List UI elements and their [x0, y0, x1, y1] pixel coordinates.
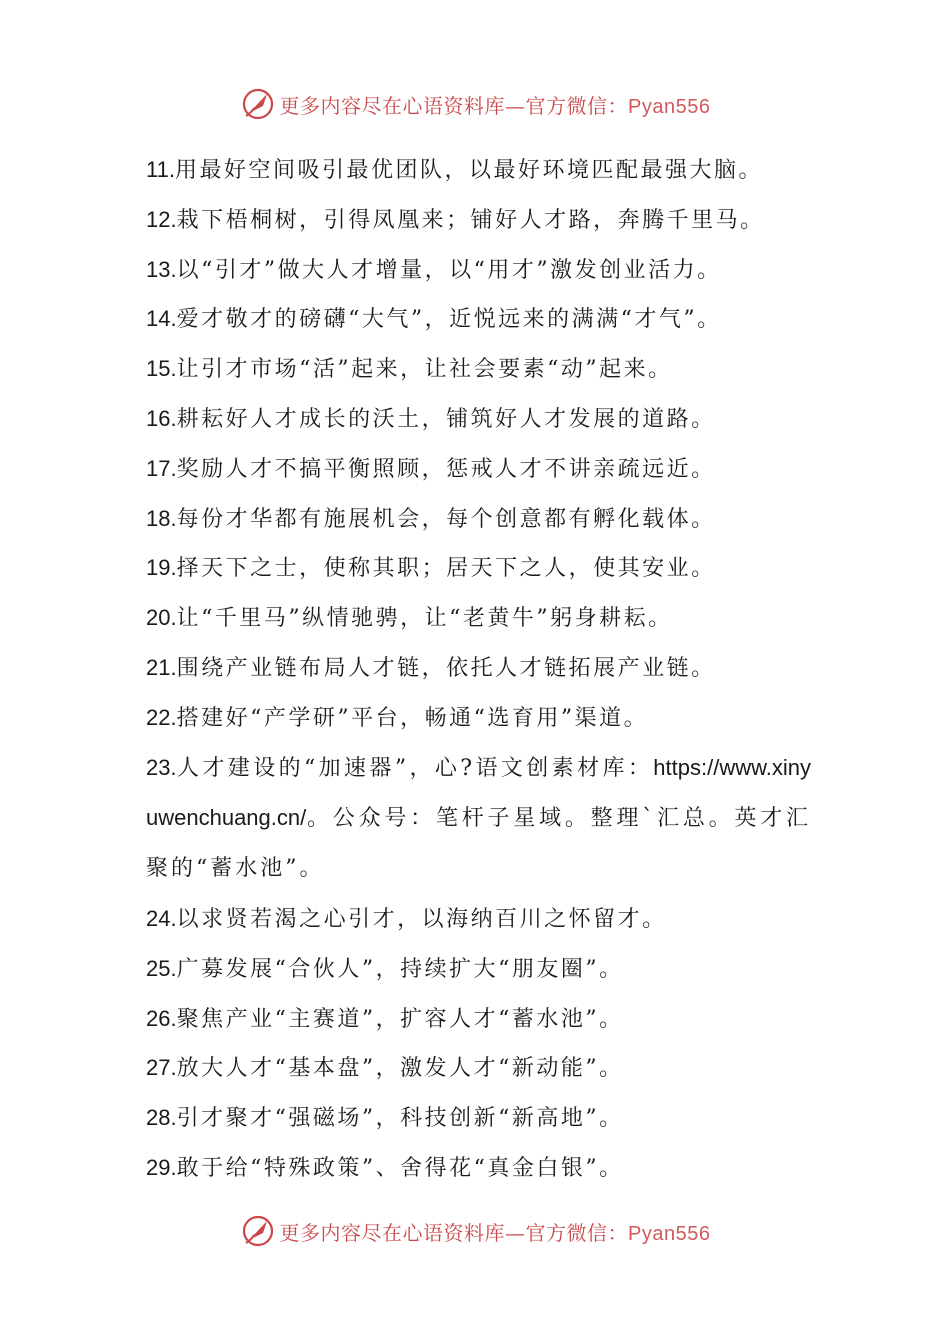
list-item: 21.围绕产业链布局人才链，依托人才链拓展产业链。	[146, 654, 716, 681]
document-body	[146, 145, 811, 1193]
list-item: 12.栽下梧桐树，引得凤凰来；铺好人才路，奔腾千里马。	[146, 206, 765, 233]
list-item: 20.让“千里马”纵情驰骋，让“老黄牛”躬身耕耘。	[146, 605, 673, 632]
list-item: 13.以“引才”做大人才增量，以“用才”激发创业活力。	[146, 256, 722, 283]
list-item: 24.以求贤若渴之心引才，以海纳百川之怀留才。	[146, 905, 667, 932]
list-item: 16.耕耘好人才成长的沃土，铺筑好人才发展的道路。	[146, 405, 716, 432]
list-item-with-link: 23.人才建设的“加速器”，心?语文创素材库：https://www.xinyuwenchuang.cn/。公众号：笔杆子星域。整理`汇总。英才汇聚的“蓄水池”。	[146, 754, 811, 882]
list-item: 25.广募发展“合伙人”，持续扩大“朋友圈”。	[146, 955, 624, 982]
list-item: 28.引才聚才“强磁场”，科技创新“新高地”。	[146, 1105, 624, 1132]
list-item: 14.爱才敬才的磅礴“大气”，近悦远来的满满“才气”。	[146, 306, 722, 333]
list-item: 17.奖励人才不搞平衡照顾，惩戒人才不讲亲疏远近。	[146, 455, 716, 482]
banner-label: 更多内容尽在心语资料库—官方微信：	[279, 93, 629, 118]
quill-logo-icon	[240, 1213, 276, 1249]
list-item: 11.用最好空间吸引最优团队，以最好环境匹配最强大脑。	[146, 157, 763, 183]
quill-logo-icon	[240, 86, 276, 122]
list-item: 29.敢于给“特殊政策”、舍得花“真金白银”。	[146, 1154, 624, 1181]
website-url: https://www.xinyuwenchuang.cn/	[146, 754, 811, 831]
header-banner	[0, 84, 950, 124]
banner-label: 更多内容尽在心语资料库—官方微信：	[279, 1220, 629, 1245]
list-item: 22.搭建好“产学研”平台，畅通“选育用”渠道。	[146, 704, 649, 731]
wechat-id: Pyan556	[628, 95, 711, 118]
list-item: 26.聚焦产业“主赛道”，扩容人才“蓄水池”。	[146, 1005, 624, 1032]
list-item: 18.每份才华都有施展机会，每个创意都有孵化载体。	[146, 505, 716, 532]
list-item: 15.让引才市场“活”起来，让社会要素“动”起来。	[146, 356, 673, 383]
footer-banner-text	[280, 1217, 711, 1246]
footer-banner	[0, 1211, 950, 1251]
wechat-id: Pyan556	[628, 1222, 711, 1245]
list-item: 19.择天下之士，使称其职；居天下之人，使其安业。	[146, 555, 716, 582]
header-banner-text	[280, 90, 711, 119]
list-item: 27.放大人才“基本盘”，激发人才“新动能”。	[146, 1055, 624, 1082]
